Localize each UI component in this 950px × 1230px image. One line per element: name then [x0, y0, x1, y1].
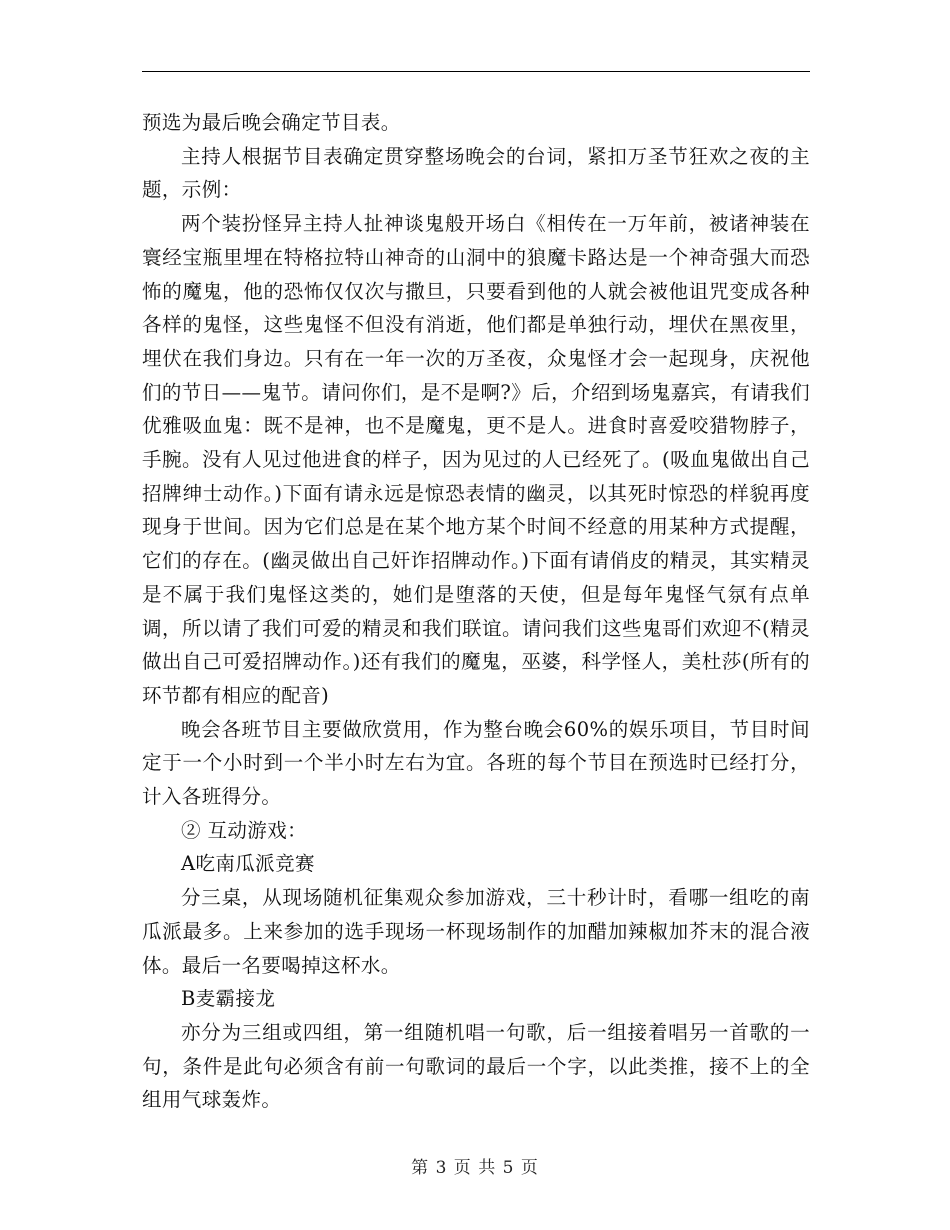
- paragraph: 分三桌，从现场随机征集观众参加游戏，三十秒计时，看哪一组吃的南瓜派最多。上来参加的选手现场一杯现场制作的加醋加辣椒加芥末的混合液体。最后一名要喝掉这杯水。: [142, 886, 810, 977]
- paragraph: 两个装扮怪异主持人扯神谈鬼般开场白《相传在一万年前，被诸神装在寰经宝瓶里埋在特格拉特山神奇的山洞中的狼魔卡路达是一个神奇强大而恐怖的魔鬼，他的恐怖仅仅次与撒旦，只要看到他的人就会被他诅咒变成各种各样的鬼怪，这些鬼怪不但没有消逝，他们都是单独行动，埋伏在黑夜里，埋伏在我们身边。只有在一年一次的万圣夜，众鬼怪才会一起现身，庆祝他们的节日——鬼节。请问你们，是不是啊?》后，介绍到场鬼嘉宾，有请我们优雅吸血鬼：既不是神，也不是魔鬼，更不是人。进食时喜爱咬猎物脖子，手腕。没有人见过他进食的样子，因为见过的人已经死了。(吸血鬼做出自己招牌绅士动作。)下面有请永远是惊恐表情的幽灵，以其死时惊恐的样貌再度现身于世间。因为它们总是在某个地方某个时间不经意的用某种方式提醒，它们的存在。(幽灵做出自己奸诈招牌动作。)下面有请俏皮的精灵，其实精灵是不属于我们鬼怪这类的，她们是堕落的天使，但是每年鬼怪气氛有点单调，所以请了我们可爱的精灵和我们联谊。请问我们这些鬼哥们欢迎不(精灵做出自己可爱招牌动作。)还有我们的魔鬼，巫婆，科学怪人，美杜莎(所有的环节都有相应的配音): [142, 212, 810, 707]
- document-body: [142, 106, 810, 1117]
- paragraph: 预选为最后晚会确定节目表。: [142, 111, 401, 134]
- subsection-heading: A吃南瓜派竞赛: [181, 852, 315, 876]
- subsection-heading: B麦霸接龙: [181, 987, 276, 1011]
- header-rule: [142, 71, 810, 72]
- paragraph: 亦分为三组或四组，第一组随机唱一句歌，后一组接着唱另一首歌的一句，条件是此句必须含有前一句歌词的最后一个字，以此类推，接不上的全组用气球轰炸。: [142, 1020, 810, 1112]
- paragraph: 晚会各班节目主要做欣赏用，作为整台晚会60%的娱乐项目，节目时间定于一个小时到一个半小时左右为宜。各班的每个节目在预选时已经打分，计入各班得分。: [142, 717, 810, 809]
- page-number-footer: 第 3 页 共 5 页: [411, 1158, 539, 1178]
- section-heading: ② 互动游戏：: [181, 818, 307, 842]
- paragraph: 主持人根据节目表确定贯穿整场晚会的台词，紧扣万圣节狂欢之夜的主题，示例：: [142, 144, 810, 202]
